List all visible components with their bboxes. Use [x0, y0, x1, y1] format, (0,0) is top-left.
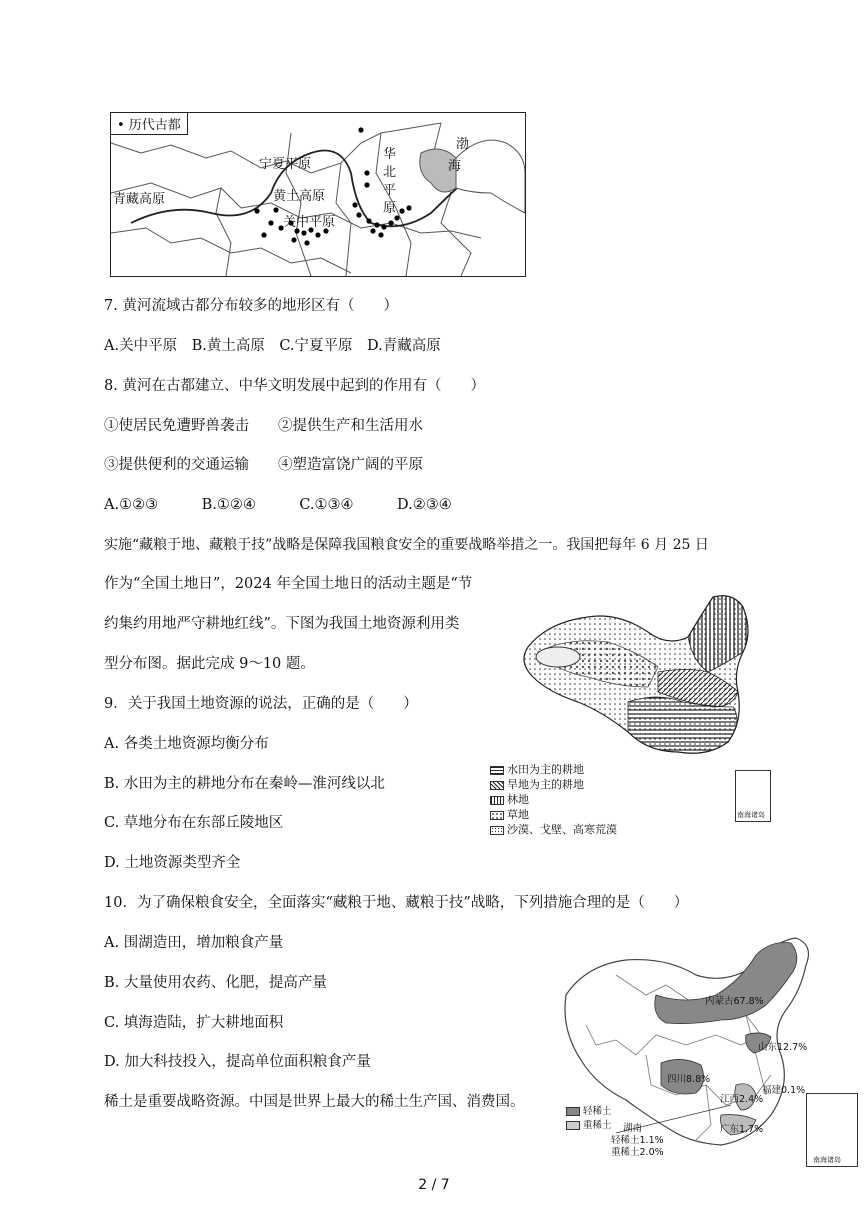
q10-option-b: B. 大量使用农药、化肥，提高产量: [104, 975, 327, 991]
ancient-capitals-map: [110, 112, 526, 277]
map2-inset: [735, 770, 771, 822]
label-bohai-1: 渤: [456, 137, 470, 152]
q9-option-d: D. 土地资源类型齐全: [104, 855, 241, 871]
legend-light-rare-earth: [566, 1103, 612, 1117]
label-ningxia-plain: 宁夏平原: [259, 157, 312, 172]
label-huabei-3: 平: [383, 183, 397, 198]
q9-stem: 9．关于我国土地资源的说法，正确的是（ ）: [104, 696, 418, 712]
label-huabei-1: 华: [383, 147, 397, 162]
legend-desert: [490, 821, 617, 837]
legend-heavy-label: 重稀土: [583, 1120, 612, 1131]
label-hunan-heavy: 重稀土2.0%: [611, 1147, 664, 1158]
q10-stem: 10．为了确保粮食安全，全面落实“藏粮于地、藏粮于技”战略，下列措施合理的是（ ）: [104, 895, 689, 911]
label-sichuan: 四川8.8%: [667, 1074, 711, 1085]
intro2: 稀土是重要战略资源。中国是世界上最大的稀土生产国、消费国。: [104, 1094, 525, 1110]
label-guangdong: 广东1.7%: [720, 1124, 764, 1135]
q9-option-a: A. 各类土地资源均衡分布: [104, 736, 269, 752]
legend-forest-label: 林地: [507, 793, 529, 806]
map1-legend: [111, 113, 188, 135]
label-jiangxi: 江西2.4%: [720, 1094, 764, 1105]
intro1-line2: 作为“全国土地日”，2024 年全国土地日的活动主题是“节: [104, 576, 473, 592]
label-hunan: 湖南: [623, 1123, 643, 1134]
q9-option-c: C. 草地分布在东部丘陵地区: [104, 815, 284, 831]
label-shandong: 山东12.7%: [758, 1042, 808, 1053]
q8-stem: 8. 黄河在古都建立、中华文明发展中起到的作用有（ ）: [104, 378, 485, 394]
heavy-swatch: [566, 1121, 580, 1130]
desert-swatch: [490, 826, 504, 835]
label-neimenggu: 内蒙古67.8%: [705, 996, 764, 1007]
label-huangtu-plateau: 黄土高原: [273, 189, 326, 204]
map2-inset-label: 南海诸岛: [737, 811, 765, 819]
legend-grass: [490, 806, 529, 822]
legend-desert-label: 沙漠、戈壁、高寒荒漠: [507, 823, 617, 836]
label-huabei-2: 北: [383, 165, 397, 180]
label-qingzang-plateau: 青藏高原: [113, 192, 166, 207]
map3-inset: [806, 1093, 858, 1167]
q7-stem: 7. 黄河流域古都分布较多的地形区有（ ）: [104, 298, 398, 314]
intro1-line3: 约集约用地严守耕地红线”。下图为我国土地资源利用类: [104, 616, 460, 632]
grass-swatch: [490, 811, 504, 820]
q8-line1: ①使居民免遭野兽袭击 ②提供生产和生活用水: [104, 418, 423, 434]
legend-heavy-rare-earth: [566, 1117, 612, 1131]
legend-paddy-label: 水田为主的耕地: [507, 763, 584, 776]
intro1-line1: 实施“藏粮于地、藏粮于技”战略是保障我国粮食安全的重要战略举措之一。我国把每年 6 月 25 日: [104, 537, 709, 553]
q8-line2: ③提供便利的交通运输 ④塑造富饶广阔的平原: [104, 457, 423, 473]
dryland-swatch: [490, 781, 504, 790]
label-hunan-light: 轻稀土1.1%: [611, 1135, 664, 1146]
light-swatch: [566, 1107, 580, 1116]
legend-dryland: [490, 776, 584, 792]
land-use-map: [508, 592, 778, 762]
label-guanzhong-plain: 关中平原: [283, 215, 336, 230]
paddy-swatch: [490, 766, 504, 775]
label-huabei-4: 原: [383, 201, 397, 216]
q7-options: A.关中平原 B.黄土高原 C.宁夏平原 D.青藏高原: [104, 338, 441, 354]
q10-option-a: A. 围湖造田，增加粮食产量: [104, 935, 284, 951]
q10-option-c: C. 填海造陆，扩大耕地面积: [104, 1015, 284, 1031]
q10-option-d: D. 加大科技投入，提高单位面积粮食产量: [104, 1054, 371, 1070]
forest-swatch: [490, 796, 504, 805]
map3-inset-label: 南海诸岛: [813, 1156, 841, 1164]
map1-legend-text: • 历代古都: [117, 118, 181, 133]
legend-light-label: 轻稀土: [583, 1106, 612, 1117]
legend-dryland-label: 旱地为主的耕地: [507, 778, 584, 791]
q8-options: A.①②③ B.①②④ C.①③④ D.②③④: [104, 497, 452, 513]
label-fujian: 福建0.1%: [762, 1085, 806, 1096]
q9-option-b: B. 水田为主的耕地分布在秦岭—淮河线以北: [104, 776, 385, 792]
legend-grass-label: 草地: [507, 808, 529, 821]
label-bohai-2: 海: [448, 159, 462, 174]
legend-forest: [490, 791, 529, 807]
page-number: 2 / 7: [418, 1177, 450, 1193]
legend-paddy: [490, 761, 584, 777]
intro1-line4: 型分布图。据此完成 9～10 题。: [104, 656, 315, 672]
